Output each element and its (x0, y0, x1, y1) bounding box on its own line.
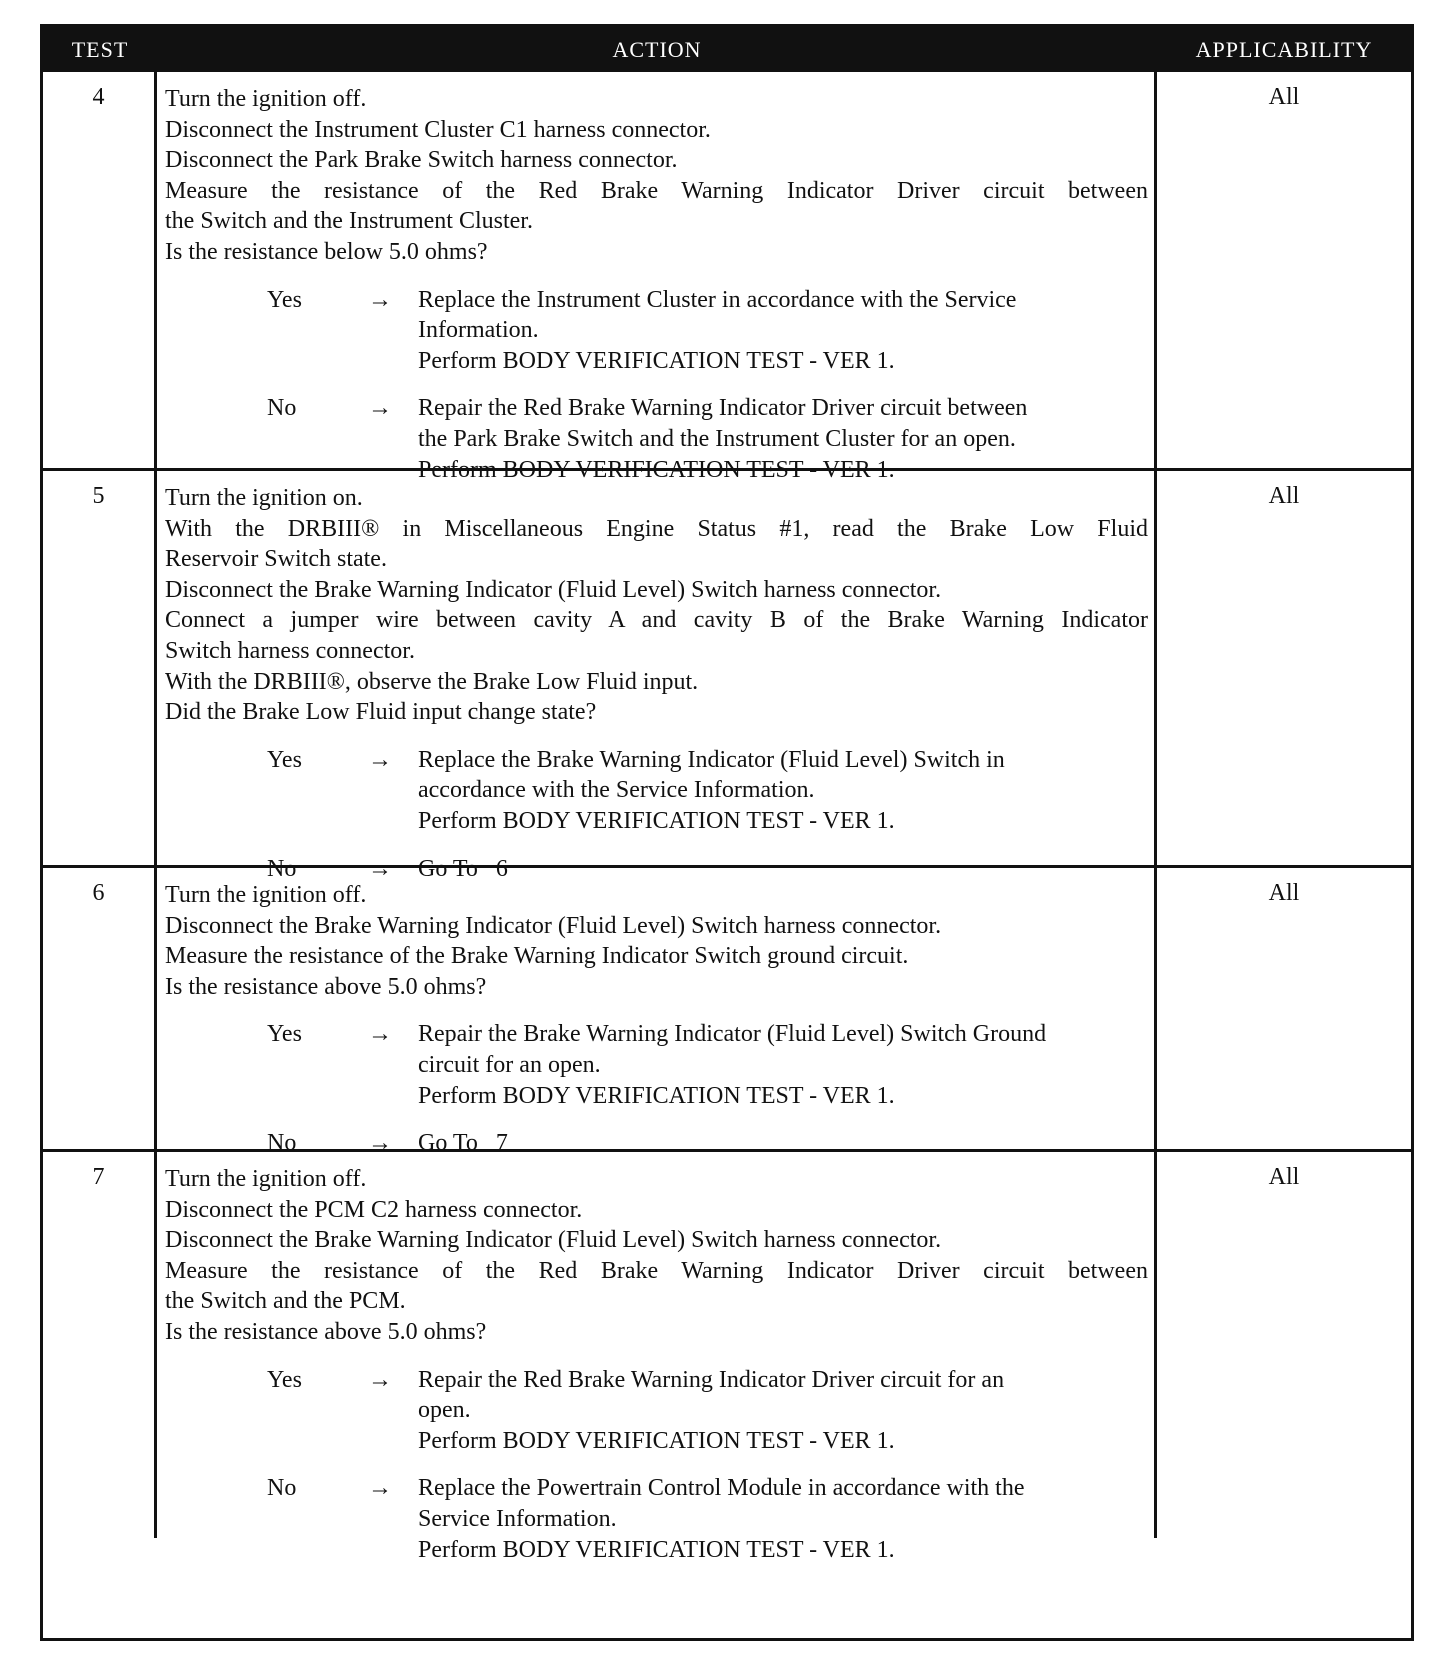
arrow-icon: → (368, 286, 392, 313)
yes-result (165, 1365, 1148, 1457)
table-header (43, 27, 1411, 72)
action-step: With the DRBIII®, observe the Brake Low Fluid input. (165, 668, 699, 695)
result-line: open. (418, 1397, 471, 1424)
action-step: Disconnect the Brake Warning Indicator (Fluid Level) Switch harness connector. (165, 576, 942, 603)
action-step: Turn the ignition off. (165, 1166, 367, 1192)
arrow-icon: → (368, 1366, 392, 1393)
no-label: No (267, 855, 297, 882)
yes-label: Yes (267, 1366, 302, 1393)
goto-link: Go To 6 (418, 855, 508, 882)
action-step: Disconnect the Park Brake Switch harness connector. (165, 147, 678, 174)
action-step: Measure the resistance of the Brake Warning Indicator Switch ground circuit. (165, 943, 909, 970)
action-step: the Switch and the Instrument Cluster. (165, 208, 533, 235)
result-line: Perform BODY VERIFICATION TEST - VER 1. (418, 807, 895, 834)
action-step: Measure the resistance of the Red Brake Warning Indicator Driver circuit between (165, 177, 1148, 204)
result-line: Perform BODY VERIFICATION TEST - VER 1. (418, 1082, 895, 1109)
action-step: Turn the ignition off. (165, 86, 367, 112)
result-line: the Park Brake Switch and the Instrument Cluster for an open. (418, 425, 1016, 452)
action-cell (157, 72, 1157, 483)
result-line: Replace the Powertrain Control Module in accordance with the (418, 1475, 1025, 1502)
test-row-4 (43, 72, 1411, 483)
action-step: Turn the ignition off. (165, 882, 367, 908)
test-number: 4 (43, 72, 157, 468)
test-row-5 (43, 471, 1411, 882)
action-step: Reservoir Switch state. (165, 546, 387, 573)
action-step: Disconnect the Instrument Cluster C1 harness connector. (165, 116, 711, 143)
result-line: Information. (418, 317, 539, 344)
action-cell (157, 868, 1157, 1157)
action-step: Turn the ignition on. (165, 485, 363, 511)
yes-result (165, 745, 1148, 837)
result-line: Perform BODY VERIFICATION TEST - VER 1. (418, 456, 895, 483)
action-step: Is the resistance above 5.0 ohms? (165, 973, 487, 1000)
applicability-cell: All (1268, 1164, 1300, 1190)
result-line: Repair the Red Brake Warning Indicator Driver circuit for an (418, 1366, 1005, 1393)
action-step: Measure the resistance of the Red Brake Warning Indicator Driver circuit between (165, 1257, 1148, 1284)
header-test: TEST (71, 36, 129, 62)
arrow-icon: → (368, 1130, 392, 1157)
arrow-icon: → (368, 1475, 392, 1502)
result-line: Perform BODY VERIFICATION TEST - VER 1. (418, 1427, 895, 1454)
no-result (165, 1473, 1148, 1565)
goto-link: Go To 7 (418, 1130, 508, 1157)
applicability-cell: All (1268, 880, 1300, 906)
test-number: 7 (43, 1152, 157, 1538)
result-line: Replace the Brake Warning Indicator (Fluid Level) Switch in (418, 746, 1005, 773)
result-line: Perform BODY VERIFICATION TEST - VER 1. (418, 347, 895, 374)
result-line: accordance with the Service Information. (418, 777, 815, 804)
result-line: Service Information. (418, 1505, 617, 1532)
yes-label: Yes (267, 1021, 302, 1048)
yes-result (165, 1019, 1148, 1111)
arrow-icon: → (368, 395, 392, 422)
applicability-cell: All (1268, 483, 1300, 509)
no-label: No (267, 395, 297, 422)
arrow-icon: → (368, 855, 392, 882)
test-number: 5 (43, 471, 157, 865)
result-line: circuit for an open. (418, 1051, 601, 1078)
action-step: Switch harness connector. (165, 637, 415, 664)
action-step: Disconnect the Brake Warning Indicator (Fluid Level) Switch harness connector. (165, 912, 942, 939)
yes-label: Yes (267, 286, 302, 313)
action-step: Connect a jumper wire between cavity A and cavity B of the Brake Warning Indicator (165, 607, 1148, 634)
yes-label: Yes (267, 746, 302, 773)
test-number: 6 (43, 868, 157, 1149)
no-label: No (267, 1130, 297, 1157)
test-row-6 (43, 868, 1411, 1157)
arrow-icon: → (368, 746, 392, 773)
action-step: Did the Brake Low Fluid input change state? (165, 699, 597, 726)
no-label: No (267, 1475, 297, 1502)
result-line: Perform BODY VERIFICATION TEST - VER 1. (418, 1536, 895, 1563)
action-step: Disconnect the PCM C2 harness connector. (165, 1196, 583, 1223)
result-line: Repair the Brake Warning Indicator (Fluid Level) Switch Ground (418, 1021, 1047, 1048)
action-step: Is the resistance above 5.0 ohms? (165, 1318, 487, 1345)
action-cell (157, 1152, 1157, 1563)
applicability-cell: All (1268, 84, 1300, 110)
action-step: With the DRBIII® in Miscellaneous Engine Status #1, read the Brake Low Fluid (165, 515, 1148, 542)
arrow-icon: → (368, 1021, 392, 1048)
action-step: Is the resistance below 5.0 ohms? (165, 238, 488, 265)
header-applicability: APPLICABILITY (1195, 36, 1373, 62)
action-cell (157, 471, 1157, 882)
result-line: Replace the Instrument Cluster in accordance with the Service (418, 286, 1017, 313)
test-row-7 (43, 1152, 1411, 1563)
result-line: Repair the Red Brake Warning Indicator Driver circuit between (418, 395, 1028, 422)
action-step: the Switch and the PCM. (165, 1288, 406, 1315)
header-action: ACTION (612, 36, 702, 62)
yes-result (165, 285, 1148, 377)
diagnostic-test-table (40, 24, 1414, 1641)
action-step: Disconnect the Brake Warning Indicator (Fluid Level) Switch harness connector. (165, 1227, 942, 1254)
